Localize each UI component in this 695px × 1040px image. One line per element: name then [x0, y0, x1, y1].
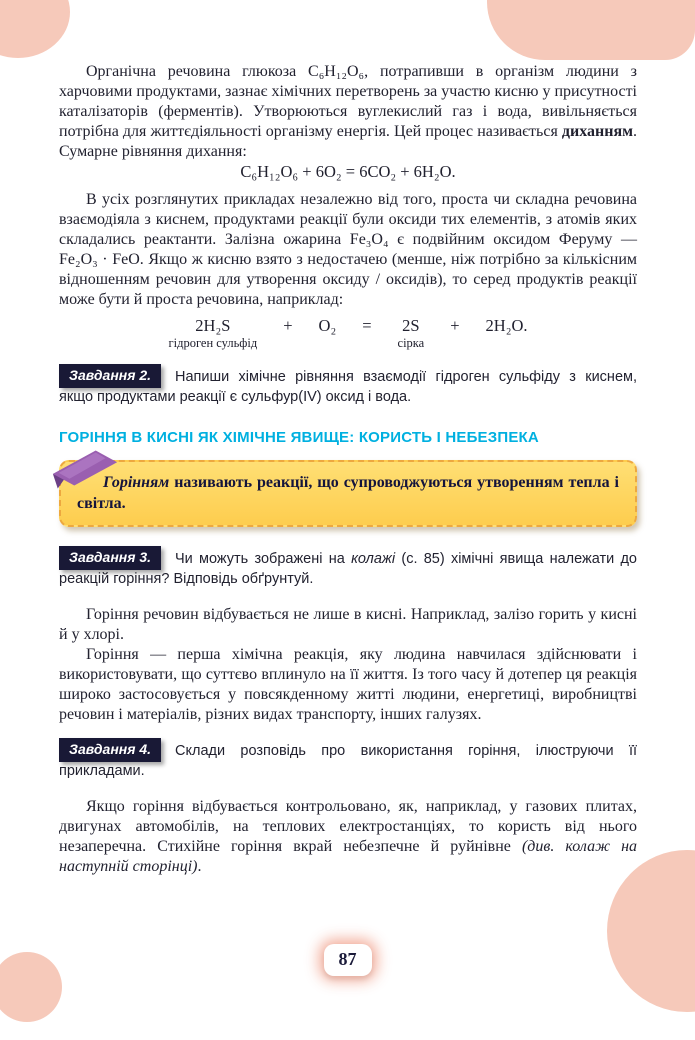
- task-2: [59, 367, 637, 407]
- equation-respiration: C₆H₁₂O₆ + 6O₂ = 6CO₂ + 6H₂O.: [240, 162, 456, 181]
- task-3-label: Завдання 3.: [59, 546, 161, 570]
- task-3: [59, 549, 637, 589]
- page-number-badge: [324, 944, 372, 976]
- task-4-text: Склади розповідь про використання горіння, ілюструючи її прикладами.: [59, 743, 637, 779]
- paragraph-burning-history: Горіння — перша хімічна реакція, яку людина навчилася здійснювати і використовувати, що суттєво вплинуло на її життя. Із того часу й дотепер ця реакція широко застосовується у повсякденному житті людини, енергетиці, виробництві речовин і матеріалів, різних видах транспорту, інших галузях.: [59, 646, 637, 723]
- eq-term-text: 2H₂S: [195, 316, 231, 335]
- equation-term-sulfur: [398, 316, 425, 351]
- decorative-blob-top-left: [0, 0, 70, 58]
- task-4: [59, 741, 637, 781]
- eq-plus-operator: +: [283, 316, 293, 335]
- definition-box: [59, 460, 637, 527]
- section-heading: ГОРІННЯ В КИСНІ ЯК ХІМІЧНЕ ЯВИЩЕ: КОРИСТЬ І НЕБЕЗПЕКА: [59, 429, 539, 446]
- paragraph-glucose-respiration: Органічна речовина глюкоза C₆H₁₂O₆, потрапивши в організм людини з харчовими продуктами, зазнає хімічних перетворень за участю кисню у присутності каталізаторів (ферментів). Утворюються вуглекислий газ і вода, вивільняється потрібна для життєдіяльності організму енергія. Цей процес називається диханням. Сумарне рівняння дихання:: [59, 63, 637, 160]
- definition-text: Горінням називають реакції, що супроводжуються утворенням тепла і світла.: [77, 474, 620, 512]
- ribbon-icon: [49, 446, 121, 492]
- eq-term-caption: сірка: [397, 336, 425, 350]
- paragraph-burning-chlorine: Горіння речовин відбувається не лише в кисні. Наприклад, залізо горить у кисні й у хлорі.: [59, 606, 637, 643]
- task-3-text: Чи можуть зображені на колажі (с. 85) хімічні явища належати до реакцій горіння? Відповідь обґрунтуй.: [59, 551, 637, 587]
- eq-plus-operator: +: [450, 316, 460, 335]
- equation-hydrogen-sulfide: [59, 316, 637, 351]
- task-2-text: Напиши хімічне рівняння взаємодії гідроген сульфіду з киснем, якщо продуктами реакції є сульфур(IV) оксид і вода.: [59, 369, 637, 405]
- eq-term-h2o: 2H₂O.: [485, 316, 528, 335]
- page-number-text: 87: [338, 949, 357, 969]
- page-content: [59, 62, 637, 877]
- task-2-label: Завдання 2.: [59, 364, 161, 388]
- equation-term-h2s: [168, 316, 257, 351]
- decorative-blob-top-right: [487, 0, 695, 60]
- paragraph-oxides: В усіх розглянутих прикладах незалежно від того, проста чи складна речовина взаємодіяла з киснем, продуктами реакції були оксиди тих елементів, з атомів яких складались реактанти. Залізна ожарина Fe₃O₄ є подвійним оксидом Феруму — Fe₂O₃ · FeO. Якщо ж кисню взято з недостачею (менше, ніж потрібно за кількісним відношенням речовин для утворення оксиду / оксидів), то серед продуктів реакції може бути й проста речовина, наприклад:: [59, 191, 637, 308]
- paragraph-controlled-burning: Якщо горіння відбувається контрольовано, як, наприклад, у газових плитах, двигунах автомобілів, на теплових електростанціях, то користь від нього незаперечна. Стихійне горіння вкрай небезпечне й руйнівне (див. колаж на наступній сторінці).: [59, 798, 638, 875]
- eq-term-caption: гідроген сульфід: [168, 336, 258, 350]
- eq-equals-operator: =: [362, 316, 372, 335]
- eq-term-o2: O₂: [318, 316, 337, 335]
- decorative-blob-bottom-left: [0, 952, 62, 1022]
- eq-term-text: 2S: [402, 316, 420, 335]
- task-4-label: Завдання 4.: [59, 738, 161, 762]
